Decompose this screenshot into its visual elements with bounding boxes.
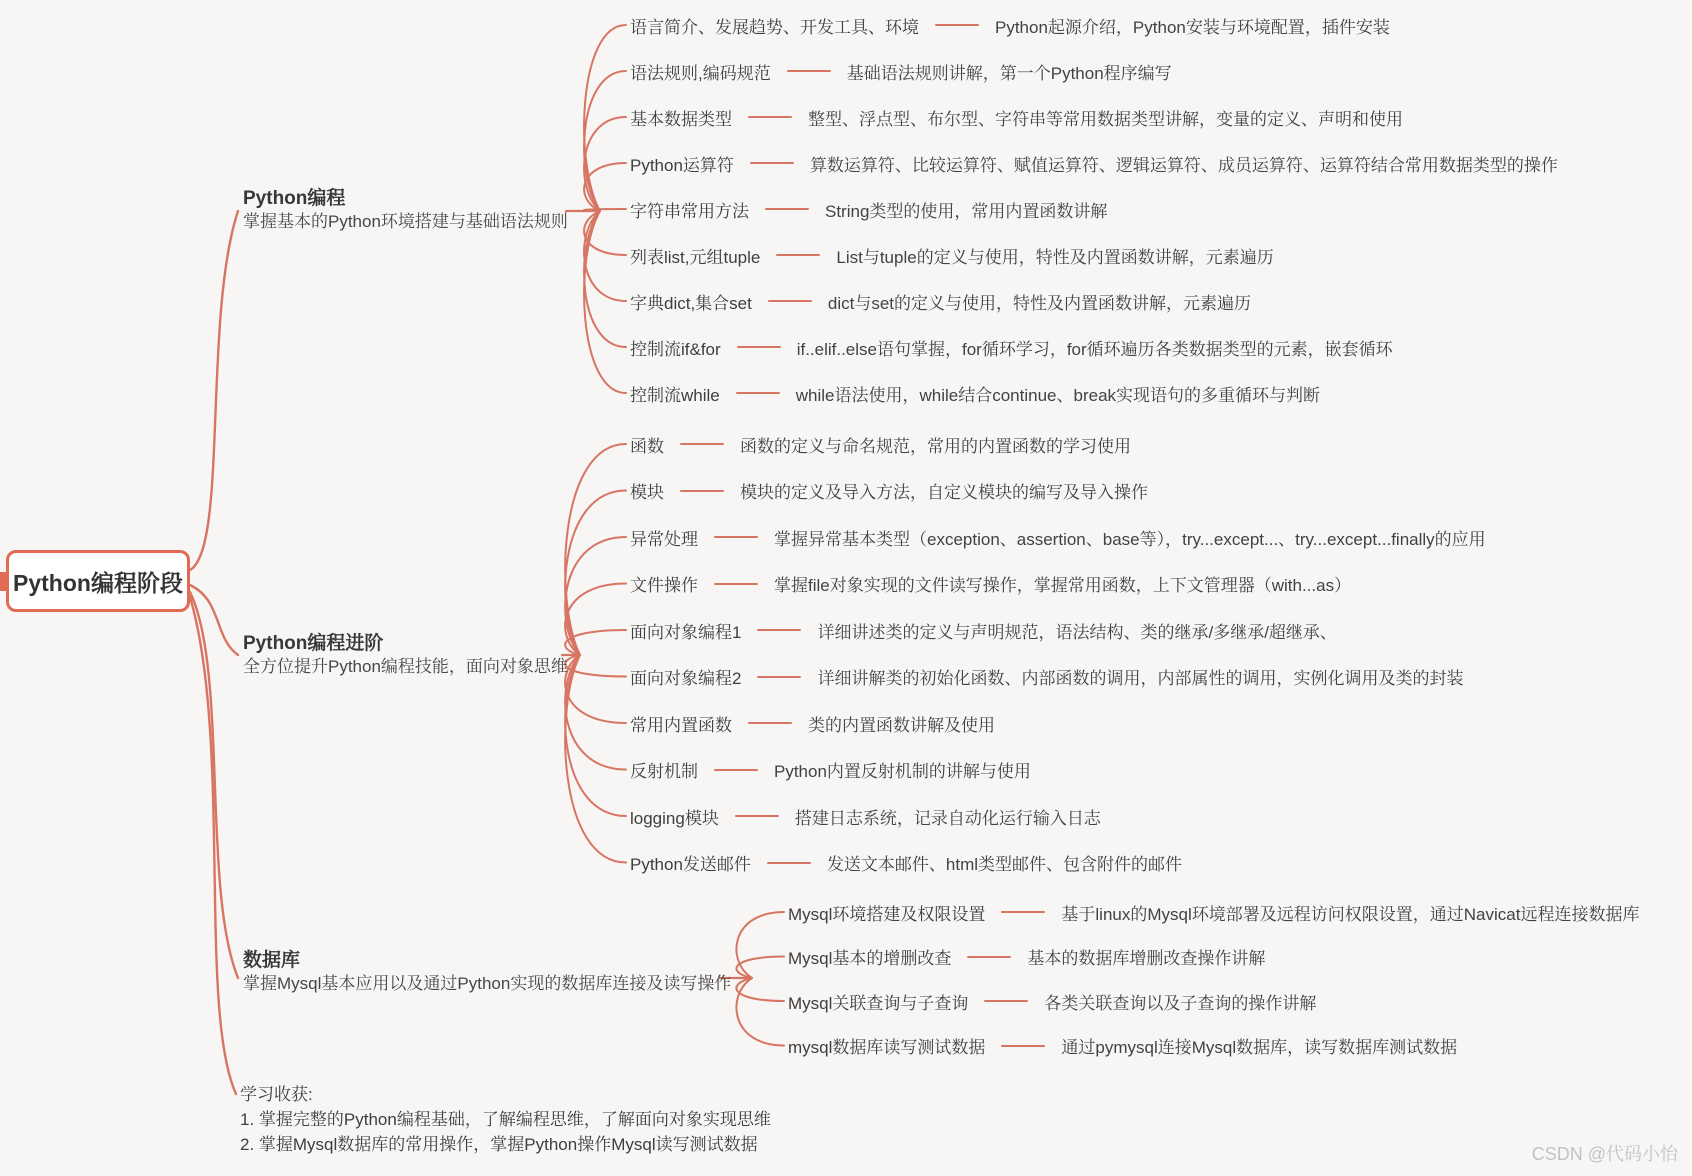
child-desc: 通过pymysql连接Mysql数据库，读写数据库测试数据 — [1061, 1038, 1458, 1057]
connector-path — [584, 209, 626, 211]
child-node[interactable] — [630, 12, 1390, 38]
connector-path — [736, 957, 784, 979]
child-desc: 掌握file对象实现的文件读写操作，掌握常用函数，上下文管理器（with...as） — [774, 576, 1352, 595]
child-label: 模块 — [630, 483, 664, 502]
child-desc: 模块的定义及导入方法，自定义模块的编写及导入操作 — [740, 483, 1148, 502]
child-label: mysql数据库读写测试数据 — [788, 1038, 986, 1057]
branch-title: Python编程进阶 — [243, 633, 384, 654]
note-line: 2. 掌握Mysql数据库的常用操作，掌握Python操作Mysql读写测试数据 — [240, 1135, 758, 1154]
child-connector-dash — [1001, 911, 1045, 913]
child-connector-dash — [967, 956, 1011, 958]
connector-path — [736, 912, 784, 978]
child-node[interactable] — [630, 803, 1101, 829]
child-node[interactable] — [630, 664, 1463, 690]
child-node[interactable] — [630, 334, 1393, 360]
child-connector-dash — [737, 346, 781, 348]
connector-path — [190, 597, 236, 1094]
child-node[interactable] — [630, 710, 995, 736]
child-desc: 基础语法规则讲解，第一个Python程序编写 — [846, 63, 1172, 83]
connector-path — [190, 211, 238, 570]
child-label: 列表list,元组tuple — [630, 247, 761, 267]
connector-path — [190, 585, 238, 655]
root-label: Python编程阶段 — [13, 569, 183, 596]
child-desc: dict与set的定义与使用，特性及内置函数讲解，元素遍历 — [827, 293, 1251, 313]
note-learning-gains[interactable] — [240, 1082, 771, 1157]
child-connector-dash — [736, 392, 780, 394]
child-node[interactable] — [630, 242, 1274, 268]
child-connector-dash — [750, 162, 794, 164]
note-title: 学习收获: — [240, 1085, 313, 1104]
branch-title: Python编程 — [243, 188, 346, 209]
child-desc: 掌握异常基本类型（exception、assertion、base等），try...except...、try...except...finally的应用 — [774, 529, 1486, 549]
child-node[interactable] — [630, 380, 1320, 406]
branch-topic[interactable] — [243, 950, 731, 996]
child-label: 字典dict,集合set — [630, 293, 752, 313]
child-connector-dash — [776, 254, 820, 256]
child-connector-dash — [935, 24, 979, 26]
root-node[interactable] — [6, 550, 190, 612]
child-desc: 基于linux的Mysql环境部署及远程访问权限设置，通过Navicat远程连接数据库 — [1061, 904, 1640, 924]
branch-subtitle: 掌握基本的Python环境搭建与基础语法规则 — [243, 212, 568, 231]
connector-path — [584, 211, 626, 393]
child-desc: 函数的定义与命名规范，常用的内置函数的学习使用 — [740, 436, 1131, 456]
child-connector-dash — [714, 769, 758, 771]
child-desc: while语法使用，while结合continue、break实现语句的多重循环与判断 — [795, 385, 1321, 405]
child-node[interactable] — [630, 288, 1251, 314]
child-node[interactable] — [630, 850, 1182, 876]
child-desc: 各类关联查询以及子查询的操作讲解 — [1044, 993, 1317, 1013]
child-label: 文件操作 — [630, 576, 698, 595]
child-node[interactable] — [788, 899, 1639, 925]
child-desc: String类型的使用，常用内置函数讲解 — [825, 201, 1108, 221]
child-label: 函数 — [630, 436, 664, 456]
child-connector-dash — [735, 815, 779, 817]
child-label: 异常处理 — [630, 529, 698, 549]
child-desc: 详细讲解类的初始化函数、内部函数的调用，内部属性的调用，实例化调用及类的封装 — [817, 669, 1464, 688]
child-desc: 整型、浮点型、布尔型、字符串等常用数据类型讲解，变量的定义、声明和使用 — [808, 109, 1403, 129]
child-connector-dash — [765, 208, 809, 210]
branch-topic[interactable] — [243, 188, 568, 234]
child-label: 字符串常用方法 — [630, 201, 749, 221]
child-node[interactable] — [630, 58, 1172, 84]
child-connector-dash — [714, 583, 758, 585]
child-connector-dash — [1001, 1045, 1045, 1047]
child-desc: 类的内置函数讲解及使用 — [808, 715, 995, 735]
watermark: CSDN @代码小怡 — [1531, 1144, 1678, 1164]
child-node[interactable] — [630, 524, 1486, 550]
branch-title: 数据库 — [243, 950, 301, 971]
child-connector-dash — [984, 1000, 1028, 1002]
child-node[interactable] — [788, 1033, 1457, 1059]
child-desc: List与tuple的定义与使用，特性及内置函数讲解，元素遍历 — [836, 247, 1274, 267]
child-node[interactable] — [630, 617, 1337, 643]
child-node[interactable] — [788, 988, 1316, 1014]
child-connector-dash — [767, 862, 811, 864]
child-node[interactable] — [630, 196, 1107, 222]
child-label: 语言简介、发展趋势、开发工具、环境 — [630, 17, 919, 37]
child-desc: 基本的数据库增删改查操作讲解 — [1027, 949, 1266, 968]
child-desc: 发送文本邮件、html类型邮件、包含附件的邮件 — [826, 855, 1183, 874]
child-label: 常用内置函数 — [630, 715, 732, 735]
child-label: Python发送邮件 — [630, 855, 751, 874]
branch-topic[interactable] — [243, 633, 568, 679]
child-label: 控制流while — [630, 385, 720, 405]
child-desc: if..elif..else语句掌握，for循环学习，for循环遍历各类数据类型的元素，嵌套循环 — [796, 339, 1393, 359]
child-label: Python运算符 — [630, 155, 734, 175]
child-label: Mysql基本的增删改查 — [788, 949, 952, 968]
child-node[interactable] — [630, 571, 1351, 597]
connector-path — [584, 211, 626, 301]
child-node[interactable] — [630, 478, 1148, 504]
child-connector-dash — [757, 629, 801, 631]
child-connector-dash — [757, 676, 801, 678]
child-connector-dash — [680, 443, 724, 445]
child-label: Mysql关联查询与子查询 — [788, 993, 969, 1013]
child-label: 反射机制 — [630, 762, 698, 781]
child-label: 面向对象编程1 — [630, 622, 742, 642]
child-desc: 搭建日志系统，记录自动化运行输入日志 — [794, 808, 1101, 828]
child-label: 基本数据类型 — [630, 109, 732, 129]
child-desc: Python内置反射机制的讲解与使用 — [774, 762, 1031, 781]
child-label: 面向对象编程2 — [630, 669, 742, 688]
child-node[interactable] — [630, 757, 1031, 783]
child-connector-dash — [714, 536, 758, 538]
child-desc: 详细讲述类的定义与声明规范，语法结构、类的继承/多继承/超继承、 — [817, 622, 1337, 642]
child-desc: 算数运算符、比较运算符、赋值运算符、逻辑运算符、成员运算符、运算符结合常用数据类型的操作 — [809, 155, 1558, 175]
child-connector-dash — [768, 300, 812, 302]
child-label: 语法规则,编码规范 — [630, 63, 771, 83]
connector-path — [565, 444, 626, 655]
child-node[interactable] — [630, 150, 1558, 176]
child-connector-dash — [748, 722, 792, 724]
connector-path — [736, 978, 784, 1046]
branch-subtitle: 掌握Mysql基本应用以及通过Python实现的数据库连接及读写操作 — [243, 974, 732, 993]
child-label: 控制流if&for — [630, 339, 721, 359]
connector-path — [565, 655, 626, 816]
child-node[interactable] — [630, 104, 1403, 130]
child-desc: Python起源介绍，Python安装与环境配置，插件安装 — [995, 17, 1390, 37]
child-node[interactable] — [788, 944, 1265, 970]
child-node[interactable] — [630, 431, 1131, 457]
child-label: logging模块 — [630, 808, 719, 828]
note-line: 1. 掌握完整的Python编程基础，了解编程思维，了解面向对象实现思维 — [240, 1110, 771, 1129]
connector-path — [736, 978, 784, 1001]
connector-path — [565, 655, 626, 863]
child-connector-dash — [680, 490, 724, 492]
child-label: Mysql环境搭建及权限设置 — [788, 904, 986, 924]
child-connector-dash — [787, 70, 831, 72]
child-connector-dash — [748, 116, 792, 118]
branch-subtitle: 全方位提升Python编程技能，面向对象思维 — [243, 657, 568, 676]
